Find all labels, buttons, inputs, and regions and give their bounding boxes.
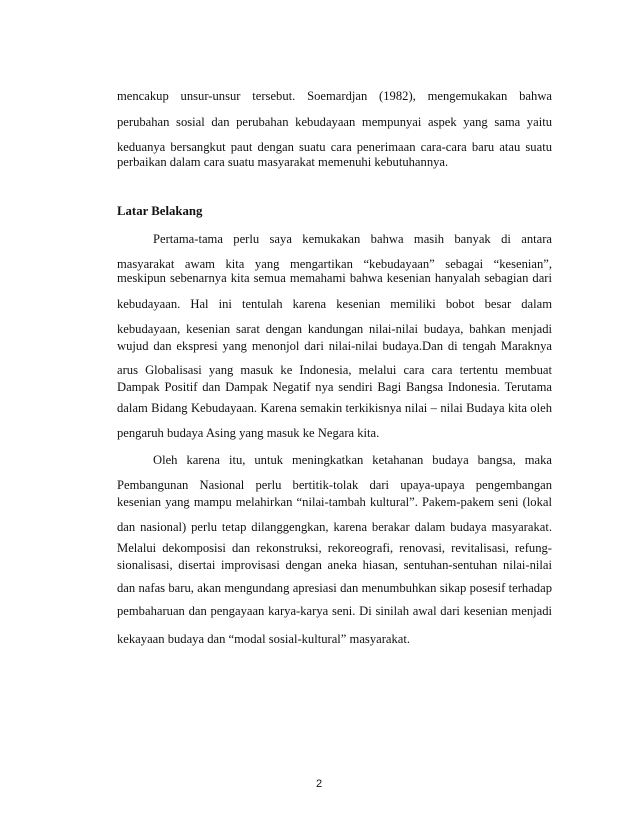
intro-line-2: perubahan sosial dan perubahan kebudayaan mempunyai aspek yang sama yaitu <box>117 115 552 129</box>
page-number: 2 <box>315 778 323 790</box>
p2-line-4: dan nasional) perlu tetap dilanggengkan, karena berakar dalam budaya masyarakat. <box>117 520 552 534</box>
p2-line-8: pembaharuan dan pengayaan karya-karya seni. Di sinilah awal dari kesenian menjadi <box>117 604 552 618</box>
p1-line-3: meskipun sebenarnya kita semua memahami bahwa kesenian hanyalah sebagian dari <box>117 271 552 285</box>
p1-line-9: dalam Bidang Kebudayaan. Karena semakin terkikisnya nilai – nilai Budaya kita oleh <box>117 401 552 415</box>
p1-line-8: Dampak Positif dan Dampak Negatif nya sendiri Bagi Bangsa Indonesia. Terutama <box>117 380 552 394</box>
p2-line-7: dan nafas baru, akan mengundang apresiasi dan menumbuhkan sikap posesif terhadap <box>117 581 552 595</box>
p1-line-10: pengaruh budaya Asing yang masuk ke Negara kita. <box>117 426 380 440</box>
p1-line-1: Pertama-tama perlu saya kemukakan bahwa masih banyak di antara <box>153 232 552 246</box>
p2-line-3: kesenian yang mampu melahirkan “nilai-tambah kultural”. Pakem-pakem seni (lokal <box>117 495 552 509</box>
p1-line-4: kebudayaan. Hal ini tentulah karena kesenian memiliki bobot besar dalam <box>117 297 552 311</box>
p2-line-5: Melalui dekomposisi dan rekonstruksi, rekoreografi, renovasi, revitalisasi, refung- <box>117 541 552 555</box>
intro-line-4: perbaikan dalam cara suatu masyarakat memenuhi kebutuhannya. <box>117 155 449 169</box>
p2-line-2: Pembangunan Nasional perlu bertitik-tolak dari upaya-upaya pengembangan <box>117 478 552 492</box>
intro-line-1: mencakup unsur-unsur tersebut. Soemardjan (1982), mengemukakan bahwa <box>117 89 552 103</box>
p1-line-6: wujud dan ekspresi yang menonjol dari nilai-nilai budaya.Dan di tengah Maraknya <box>117 339 552 353</box>
p2-line-1: Oleh karena itu, untuk meningkatkan ketahanan budaya bangsa, maka <box>153 453 552 467</box>
intro-line-3: keduanya bersangkut paut dengan suatu cara penerimaan cara-cara baru atau suatu <box>117 140 552 154</box>
p1-line-5: kebudayaan, kesenian sarat dengan kandungan nilai-nilai budaya, bahkan menjadi <box>117 322 552 336</box>
p1-line-7: arus Globalisasi yang masuk ke Indonesia, melalui cara cara tertentu membuat <box>117 363 552 377</box>
p1-line-2: masyarakat awam kita yang mengartikan “kebudayaan” sebagai “kesenian”, <box>117 257 552 271</box>
section-heading: Latar Belakang <box>117 204 203 218</box>
p2-line-6: sionalisasi, disertai improvisasi dengan aneka hiasan, sentuhan-sentuhan nilai-nilai <box>117 558 552 572</box>
p2-line-9: kekayaan budaya dan “modal sosial-kultural” masyarakat. <box>117 632 411 646</box>
